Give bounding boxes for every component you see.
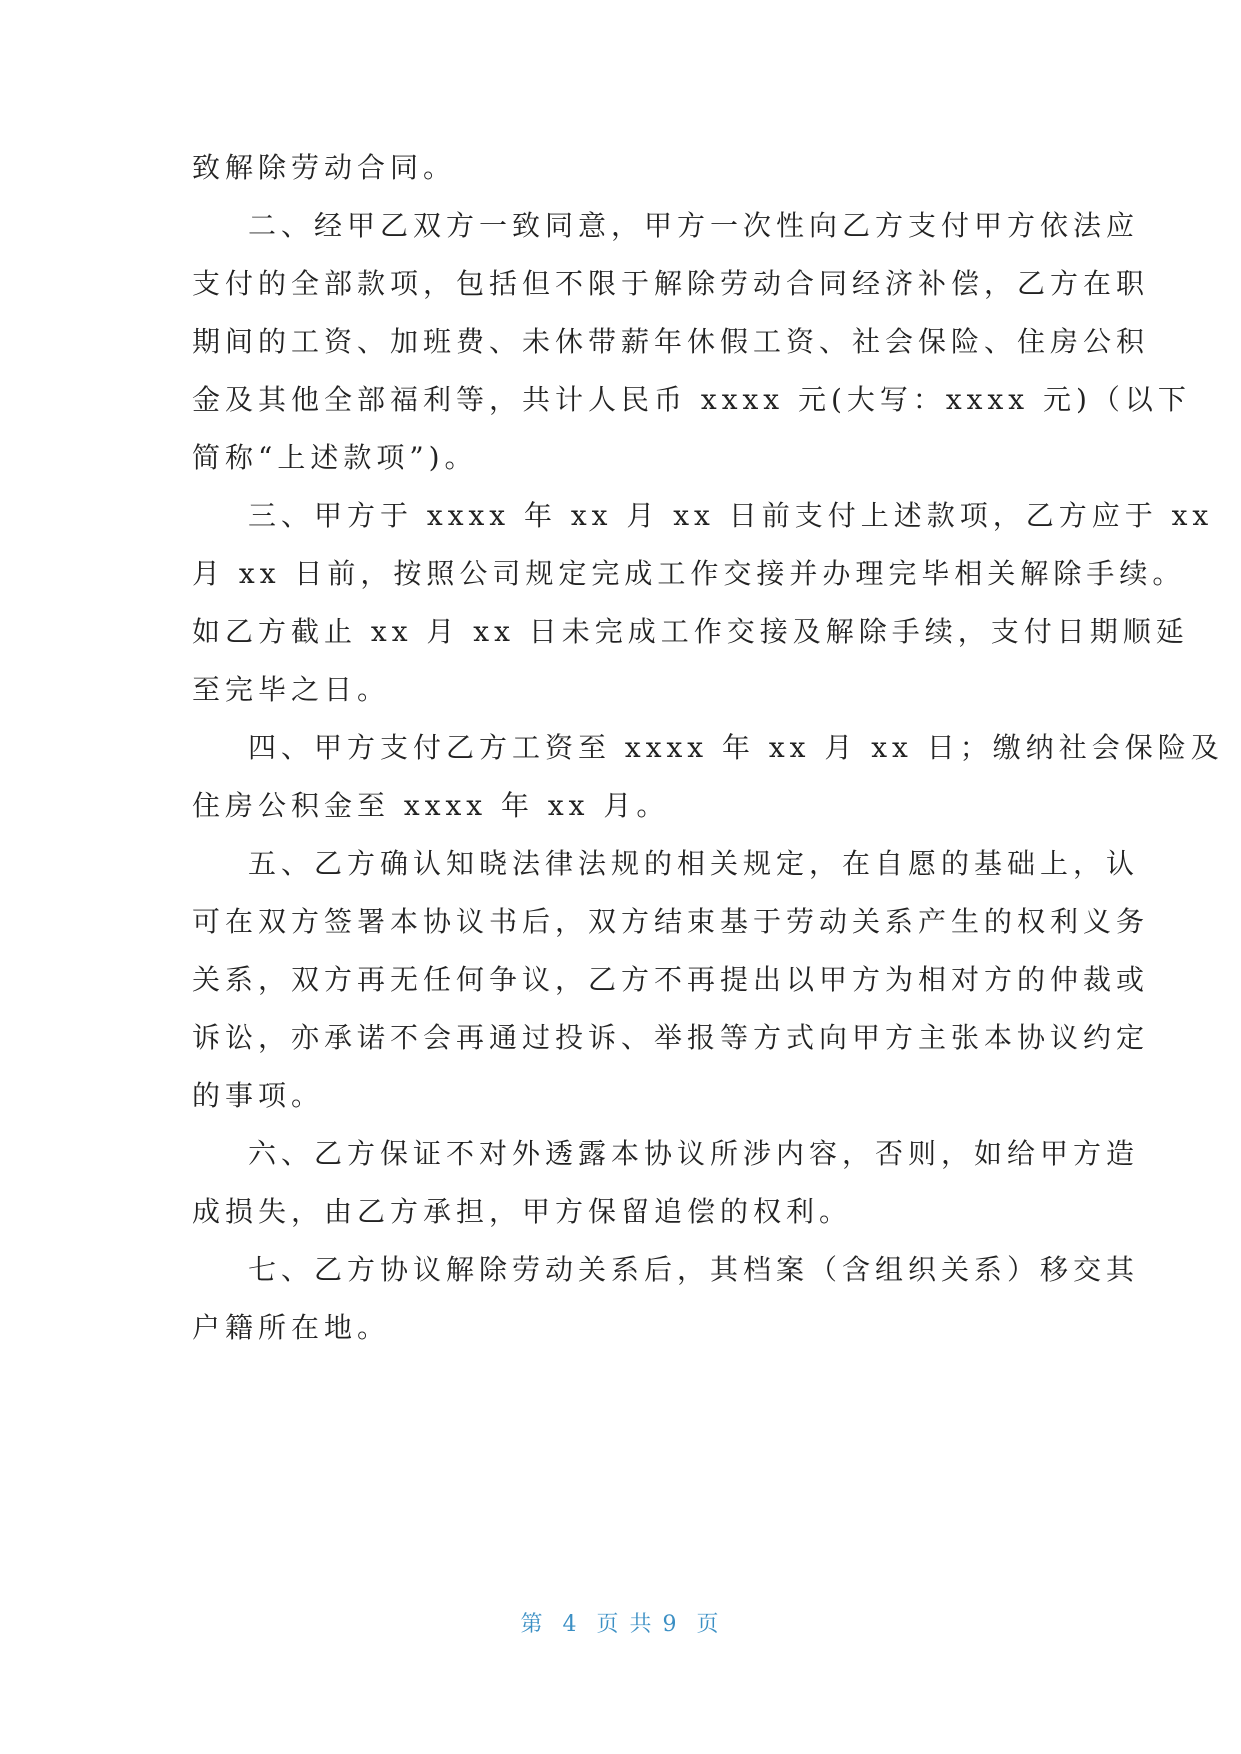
- paragraph-line: 关系，双方再无任何争议，乙方不再提出以甲方为相对方的仲裁或: [192, 963, 1150, 996]
- paragraph-line: 如乙方截止 xx 月 xx 日未完成工作交接及解除手续，支付日期顺延: [192, 615, 1189, 648]
- paragraph-line: 致解除劳动合同。: [192, 151, 457, 184]
- paragraph-line: 的事项。: [192, 1079, 325, 1112]
- paragraph-line: 三、甲方于 xxxx 年 xx 月 xx 日前支付上述款项，乙方应于 xx: [248, 499, 1214, 532]
- paragraph-line: 成损失，由乙方承担，甲方保留追偿的权利。: [192, 1195, 853, 1228]
- paragraph-line: 期间的工资、加班费、未休带薪年休假工资、社会保险、住房公积: [192, 325, 1150, 358]
- paragraph-line: 诉讼，亦承诺不会再通过投诉、举报等方式向甲方主张本协议约定: [192, 1021, 1150, 1054]
- paragraph-line: 户籍所在地。: [192, 1311, 391, 1344]
- page-number-footer: 第 4 页 共 9 页: [520, 1612, 721, 1637]
- paragraph-line: 月 xx 日前，按照公司规定完成工作交接并办理完毕相关解除手续。: [192, 557, 1186, 590]
- paragraph-line: 支付的全部款项，包括但不限于解除劳动合同经济补偿，乙方在职: [192, 267, 1150, 300]
- paragraph-line: 四、甲方支付乙方工资至 xxxx 年 xx 月 xx 日；缴纳社会保险及: [248, 731, 1224, 764]
- paragraph-line: 六、乙方保证不对外透露本协议所涉内容，否则，如给甲方造: [248, 1137, 1140, 1170]
- paragraph-line: 简称“上述款项”)。: [192, 441, 478, 474]
- paragraph-line: 至完毕之日。: [192, 673, 391, 706]
- paragraph-line: 可在双方签署本协议书后，双方结束基于劳动关系产生的权利义务: [192, 905, 1150, 938]
- paragraph-line: 住房公积金至 xxxx 年 xx 月。: [192, 789, 670, 822]
- paragraph-line: 金及其他全部福利等，共计人民币 xxxx 元(大写：xxxx 元)（以下: [192, 383, 1191, 416]
- paragraph-line: 七、乙方协议解除劳动关系后，其档案（含组织关系）移交其: [248, 1253, 1140, 1286]
- paragraph-line: 五、乙方确认知晓法律法规的相关规定，在自愿的基础上，认: [248, 847, 1140, 880]
- paragraph-line: 二、经甲乙双方一致同意，甲方一次性向乙方支付甲方依法应: [248, 209, 1140, 242]
